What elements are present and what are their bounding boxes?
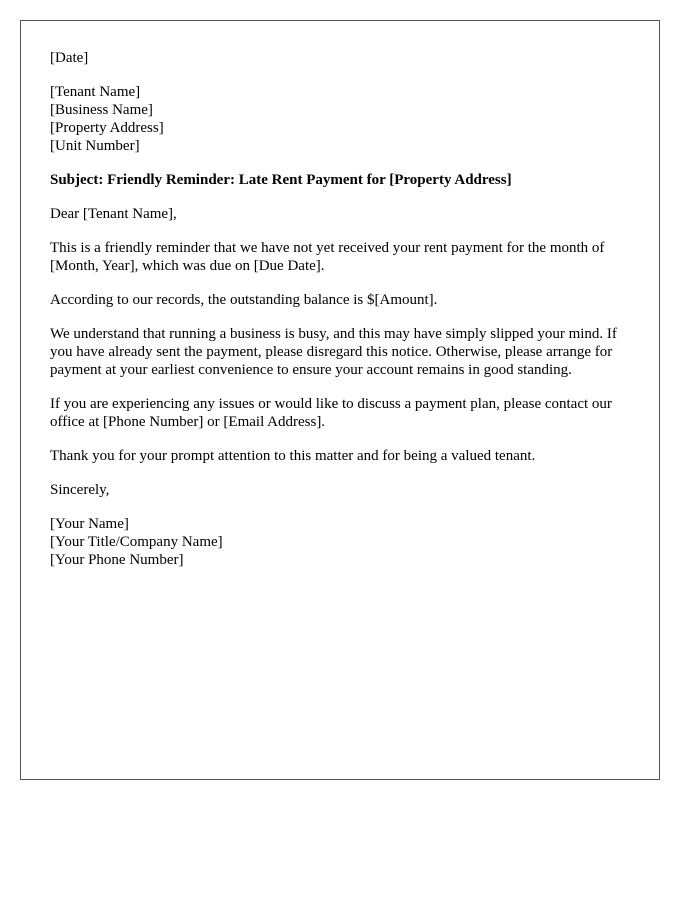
body-paragraph: If you are experiencing any issues or would like to discuss a payment plan, please contact our office at [Phone Number] or [Email Address]. <box>50 396 612 430</box>
body-paragraph: According to our records, the outstanding balance is $[Amount]. <box>50 292 438 308</box>
recipient-property-address: [Property Address] <box>50 120 164 136</box>
letter-date: [Date] <box>50 50 89 66</box>
body-paragraph: This is a friendly reminder that we have not yet received your rent payment for the month of [Month, Year], which was due on [Due Date]. <box>50 240 605 274</box>
signature-phone: [Your Phone Number] <box>50 552 184 568</box>
signature-block <box>50 515 635 569</box>
recipient-block <box>50 83 635 155</box>
signature-title-company: [Your Title/Company Name] <box>50 534 223 550</box>
recipient-business-name: [Business Name] <box>50 102 153 118</box>
recipient-unit-number: [Unit Number] <box>50 138 140 154</box>
body-paragraph: Thank you for your prompt attention to this matter and for being a valued tenant. <box>50 448 536 464</box>
signature-name: [Your Name] <box>50 516 129 532</box>
letter-subject: Subject: Friendly Reminder: Late Rent Payment for [Property Address] <box>50 172 512 188</box>
letter-closing: Sincerely, <box>50 482 110 498</box>
recipient-tenant-name: [Tenant Name] <box>50 84 141 100</box>
letter-salutation: Dear [Tenant Name], <box>50 206 177 222</box>
letter-page <box>20 20 660 780</box>
letter-body <box>50 49 635 585</box>
body-paragraph: We understand that running a business is busy, and this may have simply slipped your mind. If you have already sent the payment, please disregard this notice. Otherwise, please arrange for payment at your earliest convenience to ensure your account remains in good standing. <box>50 326 617 378</box>
